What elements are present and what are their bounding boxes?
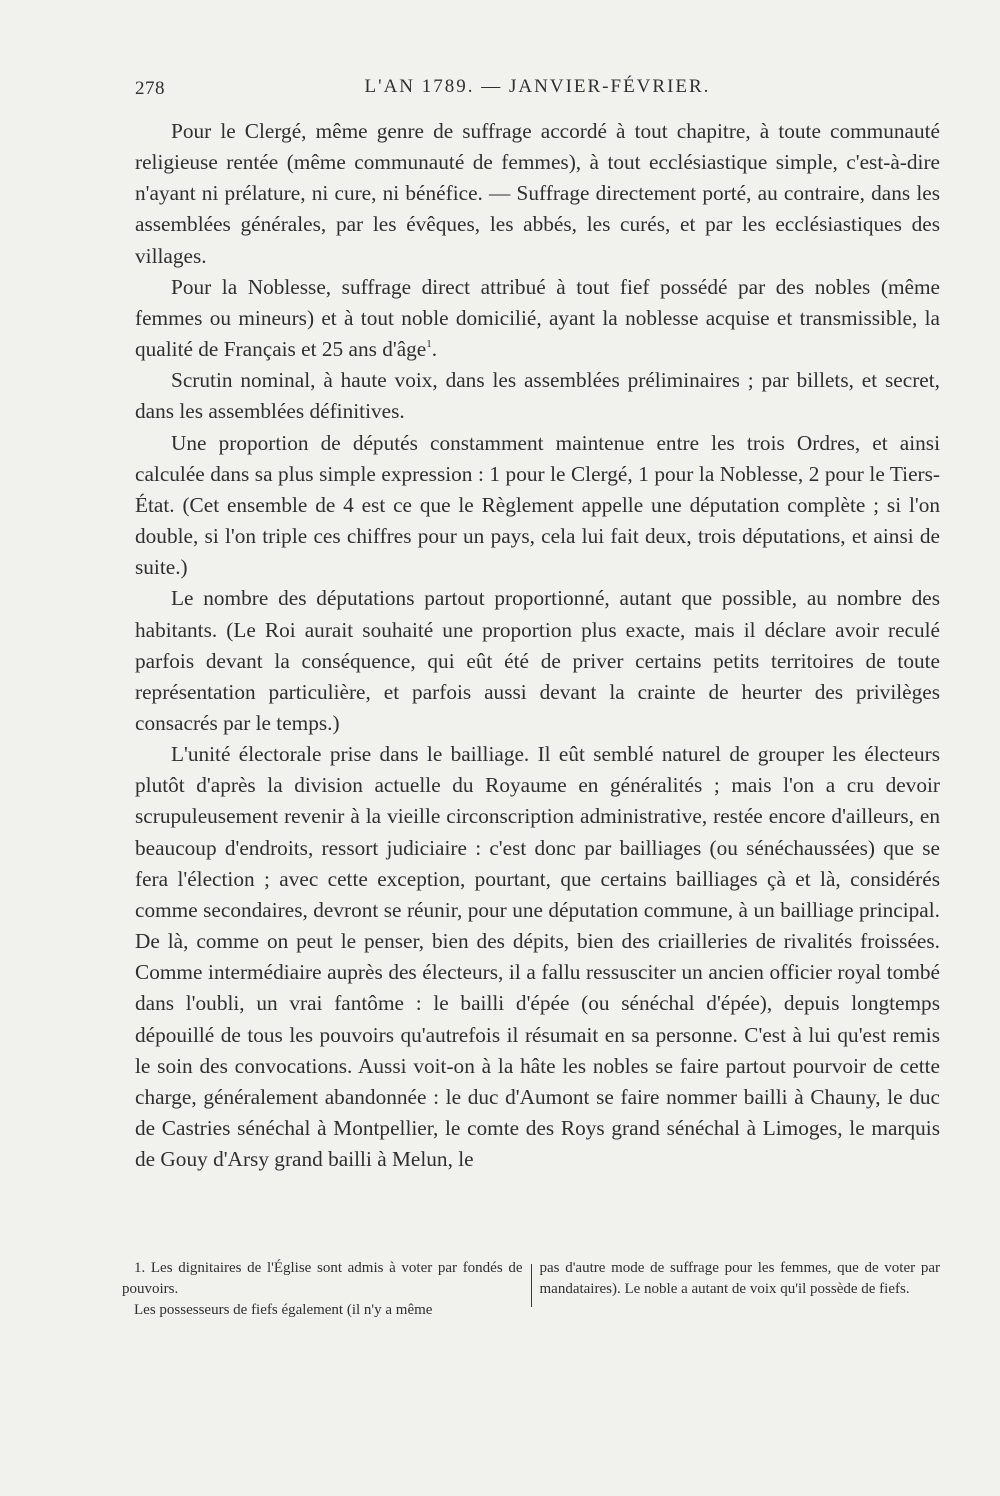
page-header [135, 74, 940, 104]
running-title: L'AN 1789. — JANVIER-FÉVRIER. [364, 76, 711, 97]
paragraph-proportion: Une proportion de députés constamment maintenue entre les trois Ordres, et ainsi calculée dans sa plus simple expression : 1 pour le Clergé, 1 pour la Noblesse, 2 pour le Tiers-État. (Cet ensemble de 4 est ce que le Règlement appelle une députation complète ; si l'on double, si l'on triple ces chiffres pour un pays, cela lui fait deux, trois députations, et ainsi de suite.) [135, 430, 940, 580]
footnote-column-right [540, 1258, 941, 1321]
paragraph-noblesse-text: Pour la Noblesse, suffrage direct attribué à tout fief possédé par des nobles (même femmes ou mineurs) et à tout noble domicilié, ayant la noblesse acquise et transmissible, la qualité de Français et 25 ans d'âge [135, 274, 940, 362]
footnote-column-divider [531, 1264, 532, 1307]
paragraph-clerge: Pour le Clergé, même genre de suffrage accordé à tout chapitre, à toute communauté religieuse rentée (même communauté de femmes), à tout ecclésiastique simple, c'est-à-dire n'ayant ni prélature, ni cure, ni bénéfice. — Suffrage directement porté, au contraire, dans les assemblées générales, par les évêques, les abbés, les curés, et par les ecclésiastiques des villages. [135, 119, 940, 268]
paragraph-deputations: Le nombre des députations partout proportionné, autant que possible, au nombre des habitants. (Le Roi aurait souhaité une proportion plus exacte, mais il déclare avoir reculé parfois devant la conséquence, qui eût été de priver certains petits territoires de toute représentation particulière, et parfois aussi devant la crainte de heurter des privilèges consacrés par le temps.) [135, 586, 940, 735]
body-text [135, 116, 940, 1175]
paragraph-noblesse-period: . [431, 337, 438, 362]
footnote-1-end: pas d'autre mode de suffrage pour les femmes, que de voter par mandataires). Le noble a autant de voix qu'il possède de fiefs. [539, 1260, 940, 1297]
footnote-1-continued: Les possesseurs de fiefs également (il n'y a même [134, 1302, 433, 1318]
paragraph-bailliage: L'unité électorale prise dans le bailliage. Il eût semblé naturel de grouper les électeurs plutôt d'après la division actuelle du Royaume en généralités ; mais l'on a cru devoir scrupuleusement revenir à la vieille circonscription administrative, restée encore d'ailleurs, en beaucoup d'endroits, ressort judiciaire : c'est donc par bailliages (ou sénéchaussées) que se fera l'élection ; avec cette exception, pourtant, que certains bailliages çà et là, considérés comme secondaires, devront se réunir, pour une députation commune, à un bailliage principal. De là, comme on peut le penser, bien des dépits, bien des criailleries de rivalités froissées. Comme intermédiaire auprès des électeurs, il a fallu ressusciter un ancien officier royal tombé dans l'oubli, un vrai fantôme : le bailli d'épée (ou sénéchal d'épée), depuis longtemps dépouillé de tous les pouvoirs qu'autrefois il résumait en sa personne. C'est à lui qu'est remis le soin des convocations. Aussi voit-on à la hâte les nobles se faire partout pourvoir de cette charge, généralement abandonnée : le duc d'Aumont se faire nommer bailli à Chauny, le duc de Castries sénéchal à Montpellier, le comte des Roys grand sénéchal à Limoges, le marquis de Gouy d'Arsy grand bailli à Melun, le [135, 742, 940, 1172]
paragraph-noblesse [135, 272, 940, 365]
paragraph-scrutin: Scrutin nominal, à haute voix, dans les assemblées préliminaires ; par billets, et secret, dans les assemblées définitives. [135, 368, 940, 424]
footnote-1: 1. Les dignitaires de l'Église sont admis à voter par fondés de pouvoirs. [122, 1260, 523, 1297]
footnotes [122, 1258, 940, 1321]
footnote-column-left [122, 1258, 523, 1321]
page-number: 278 [135, 78, 165, 99]
footnote-marker: 1 [426, 338, 432, 351]
